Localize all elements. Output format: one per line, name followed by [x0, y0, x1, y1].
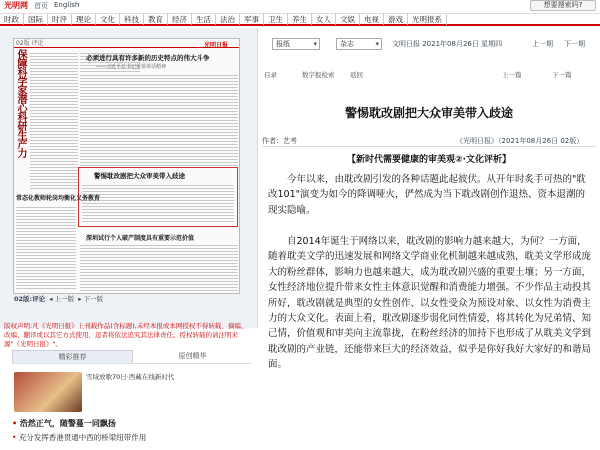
edition-toolbar	[262, 36, 596, 52]
nav-item[interactable]: 养生	[288, 14, 312, 25]
newspaper-page-image[interactable]	[13, 38, 240, 294]
divider	[262, 146, 596, 147]
headline-link-1[interactable]: • 浩然正气，随警蔓一同飘扬	[12, 418, 116, 429]
nav-item[interactable]: 科技	[120, 14, 144, 25]
nav-item[interactable]: 教育	[144, 14, 168, 25]
tab-original[interactable]: 原创精华	[178, 352, 207, 360]
article-author: 作者：艺考	[262, 137, 297, 145]
tab-featured[interactable]: 精彩推荐	[12, 350, 133, 363]
nav-item[interactable]: 军事	[240, 14, 264, 25]
nav-item[interactable]: 游戏	[384, 14, 408, 25]
column-text	[82, 183, 234, 223]
english-link[interactable]: English	[54, 1, 80, 9]
nav-item[interactable]: 理论	[72, 14, 96, 25]
site-logo[interactable]: 光明网	[4, 0, 28, 10]
headline-link-2[interactable]: • 充分发挥香港贯通中西的桥梁纽带作用	[12, 432, 146, 443]
nav-item[interactable]: 卫生	[264, 14, 288, 25]
feature-thumbnail[interactable]	[14, 372, 82, 412]
magazine-select[interactable]: 杂志 ▾	[336, 38, 382, 50]
main-nav	[0, 13, 600, 26]
column-text	[80, 73, 238, 167]
next-issue-link[interactable]: 下一期	[564, 40, 585, 48]
nav-item[interactable]: 经济	[168, 14, 192, 25]
prev-issue-link[interactable]: 上一期	[532, 40, 553, 48]
paper-headline-1[interactable]: 必须进行具有许多新的历史特点的伟大斗争	[86, 54, 210, 62]
paper-headline-5[interactable]: 深圳试行个人破产制度具有重要示范价值	[86, 235, 195, 242]
search-button[interactable]: 想要搜索吗?	[530, 0, 596, 11]
paper-masthead: 光明日报	[204, 42, 229, 49]
edition-date: 文明日报 2021年08月26日 星期四	[392, 40, 503, 48]
paper-section-label: 02版 评论	[14, 39, 240, 48]
article-column: 【新时代需要健康的审美观②·文化评析】	[346, 155, 512, 165]
paper-subline-1: ——习近平总书记重要讲话精神	[96, 64, 167, 70]
prev-article-link[interactable]: 上一篇	[502, 71, 522, 79]
nav-item[interactable]: 生活	[192, 14, 216, 25]
newspaper-select[interactable]: 报纸 ▾	[272, 38, 320, 50]
nav-item[interactable]: 文娱	[336, 14, 360, 25]
copyright-notice: 版权声明:凡《光明日报》上刊载作品(含标题),未经本报或本网授权不得转载、摘编、改编、翻译或以其它方式使用，违者将依法追究其法律责任。授权转载的请注明来源"《光明日报》"。	[4, 322, 248, 348]
next-article-link[interactable]: 下一篇	[552, 71, 572, 79]
recommend-tabs	[12, 350, 252, 364]
paper-ribbon-headline[interactable]: 保障科学家潜心科研生产力	[15, 49, 26, 157]
nav-item[interactable]: 时政	[0, 14, 24, 25]
paper-headline-highlight[interactable]: 警惕耽改剧把大众审美带入歧途	[94, 172, 185, 180]
catalog-link[interactable]: 目录	[264, 71, 277, 79]
top-bar	[0, 0, 600, 12]
nav-item[interactable]: 文化	[96, 14, 120, 25]
column-text	[80, 243, 238, 291]
article-source[interactable]: 《光明日报》（2021年08月26日 02版）	[456, 137, 584, 145]
prev-edition-link[interactable]: 上一版	[54, 295, 75, 303]
article-paragraph: 今年以来，由耽改剧引发的各种话题此起彼伏。从开年时炙手可热的"耽改101"演变为如今的降调哑火，俨然成为当下耽改剧创作退热、资本退潮的现实隐喻。	[268, 174, 586, 216]
paper-headline-4[interactable]: 常态化教师轮岗均衡化义务教育	[16, 195, 101, 202]
nav-item[interactable]: 时评	[48, 14, 72, 25]
article-toolbar	[262, 70, 596, 82]
home-link[interactable]: 首页	[34, 2, 48, 10]
thumbnail-caption[interactable]: 雪域放歌70日·西藏在线新时代	[86, 373, 175, 381]
paper-footer: 02版:评论 ◂ 上一版 ▸ 下一版	[14, 295, 104, 303]
nav-item[interactable]: 国际	[24, 14, 48, 25]
nav-item[interactable]: 法治	[216, 14, 240, 25]
nav-item[interactable]: 光明报系	[408, 14, 447, 25]
nav-item[interactable]: 女人	[312, 14, 336, 25]
next-edition-link[interactable]: 下一版	[83, 295, 104, 303]
article-paragraph: 自2014年诞生于网络以来，耽改剧的影响力越来越大，为何？一方面，随着耽美文学的迅速发展和网络文学商业化机制越来越成熟，耽美文学形成庞大的粉丝群体，影响力也越来越大，成为耽改剧兴盛的重要土壤；另一方面，女性经济地位提升带来女性主体意识觉醒和消费能力增强。不少作品主动投其所好，耽改剧就是典型的女性创作、以女性受众为预设对象、以女性为消费主力的大众文化。表面上看，耽改剧逐步弱化同性情爱，将其转化为兄弟情、知己情，价值观和审美向主流靠拢，在粉丝经济的加持下也形成了从耽美文学到耽改剧的产业链，还能带来巨大的经济效益，似乎是你好我好大家好的和谐局面。	[268, 236, 592, 371]
back-link[interactable]: 返回	[350, 71, 363, 79]
digital-search-link[interactable]: 数字报检索	[302, 71, 335, 79]
column-text	[16, 205, 76, 291]
nav-item[interactable]: 电视	[360, 14, 384, 25]
article-title: 警惕耽改剧把大众审美带入歧途	[344, 106, 513, 120]
column-text	[30, 51, 78, 191]
paper-footer-label: 02版:评论	[14, 295, 46, 303]
